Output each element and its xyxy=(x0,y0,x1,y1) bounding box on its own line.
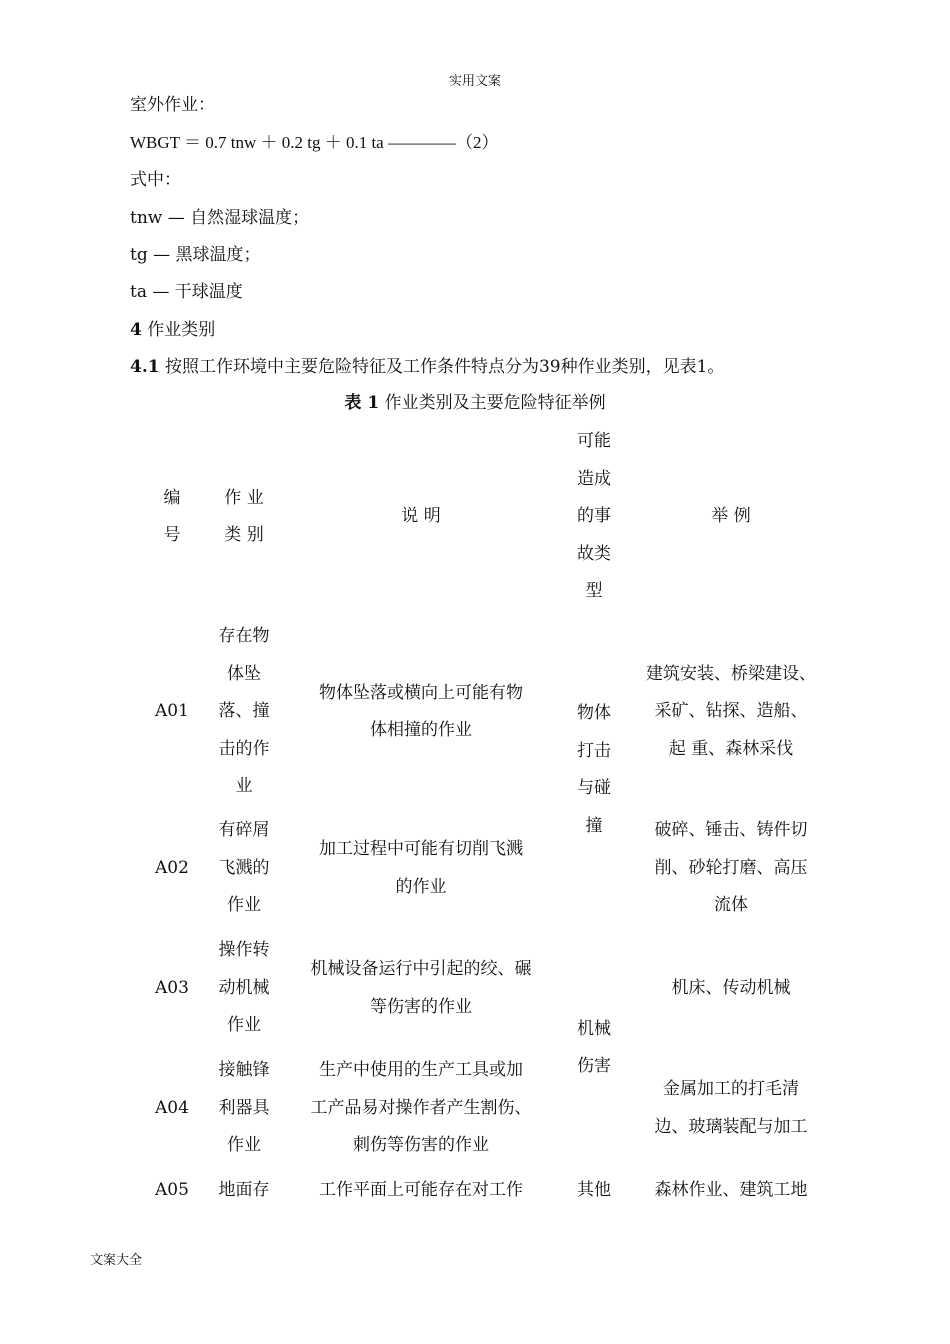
tnw-definition: tnw — 自然湿球温度； xyxy=(130,208,310,228)
where-label: 式中： xyxy=(130,170,181,190)
outdoor-label: 室外作业： xyxy=(130,95,215,115)
row-a05-example: 森林作业、建筑工地 xyxy=(654,1180,808,1201)
page-footer: 文案大全 xyxy=(90,1253,143,1268)
accident-group-object-strike: 物体 打击 与碰 撞 xyxy=(577,703,611,836)
row-a01-code: A01 xyxy=(155,701,189,722)
section-4-1-number: 4.1 xyxy=(130,357,160,377)
accident-group-other: 其他 xyxy=(577,1180,611,1201)
row-a04-example: 金属加工的打毛清 边、玻璃装配与加工 xyxy=(654,1079,808,1137)
table-caption-text: 作业类别及主要危险特征举例 xyxy=(384,393,606,413)
row-a02-description: 加工过程中可能有切削飞溅 的作业 xyxy=(319,839,523,897)
row-a05-category: 地面存 xyxy=(218,1180,270,1201)
row-a05-description: 工作平面上可能存在对工作 xyxy=(319,1180,523,1201)
table-caption-label: 表 1 xyxy=(344,393,380,413)
ta-definition: ta — 干球温度 xyxy=(130,282,243,302)
wbgt-formula: WBGT ＝ 0.7 tnw ＋ 0.2 tg ＋ 0.1 ta ————（2） xyxy=(130,133,499,152)
header-description: 说 明 xyxy=(401,506,441,527)
row-a04-code: A04 xyxy=(155,1097,189,1118)
page-header: 实用文案 xyxy=(448,74,501,89)
header-accident-type: 可能 造成 的事 故类 型 xyxy=(577,431,611,602)
row-a03-example: 机床、传动机械 xyxy=(671,977,791,998)
row-a03-description: 机械设备运行中引起的绞、碾 等伤害的作业 xyxy=(310,959,532,1017)
section-4-1-paragraph xyxy=(130,352,724,377)
row-a03-code: A03 xyxy=(155,977,189,998)
row-a05-code: A05 xyxy=(155,1180,189,1201)
row-a04-description: 生产中使用的生产工具或加 工产品易对操作者产生割伤、 刺伤等伤害的作业 xyxy=(310,1060,532,1156)
header-example: 举 例 xyxy=(711,506,751,527)
row-a02-example: 破碎、锤击、铸件切 削、砂轮打磨、高压 流体 xyxy=(654,820,808,916)
row-a01-description: 物体坠落或横向上可能有物 体相撞的作业 xyxy=(319,682,523,740)
header-category: 作 业 类 别 xyxy=(224,487,264,545)
section-4-1-text: 按照工作环境中主要危险特征及工作条件特点分为39种作业类别，见表1。 xyxy=(164,357,725,377)
table-caption xyxy=(0,388,950,413)
row-a04-category: 接触锋 利器具 作业 xyxy=(218,1060,270,1156)
accident-group-mechanical-injury: 机械 伤害 xyxy=(577,1018,611,1076)
section-4-number: 4 xyxy=(130,320,142,340)
section-4-title: 作业类别 xyxy=(147,320,216,340)
row-a01-example: 建筑安装、桥梁建设、 采矿、钻探、造船、 起 重、森林采伐 xyxy=(646,663,816,759)
tg-definition: tg — 黑球温度； xyxy=(130,245,261,265)
row-a02-code: A02 xyxy=(155,857,189,878)
row-a02-category: 有碎屑 飞溅的 作业 xyxy=(218,820,270,916)
section-4-heading xyxy=(130,315,215,340)
row-a03-category: 操作转 动机械 作业 xyxy=(218,940,270,1036)
row-a01-category: 存在物 体坠 落、撞 击的作 业 xyxy=(218,626,270,797)
header-code: 编 号 xyxy=(163,487,181,545)
